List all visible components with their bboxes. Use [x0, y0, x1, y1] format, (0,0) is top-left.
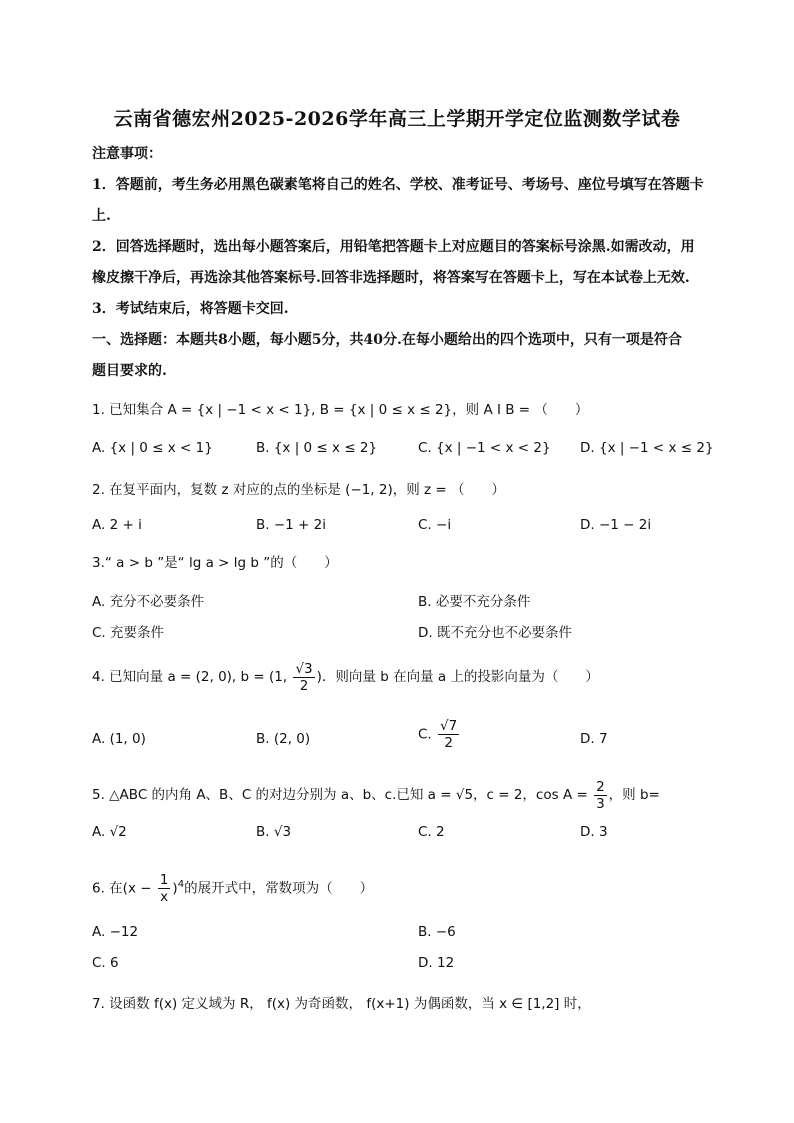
q5-fraction-denominator: 3 [596, 795, 605, 812]
q6-option-c: C. 6 [92, 955, 119, 971]
q4-option-c [418, 718, 461, 751]
q4-option-d: D. 7 [580, 731, 608, 747]
q5-stem-b: ，则 b= [608, 787, 660, 803]
q4-stem-a: 4. 已知向量 a = (2, 0), b = [92, 669, 269, 685]
q2-option-d: D. −1 − 2i [580, 517, 652, 533]
notice-item-1a: 1．答题前，考生务必用黑色碳素笔将自己的姓名、学校、准考证号、考场号、座位号填写在答题卡 [92, 177, 704, 193]
q3-stem: 3.“ a > b ”是“ lg a > lg b ”的（ ） [92, 555, 338, 571]
q6-option-b: B. −6 [418, 924, 456, 940]
q4-option-c-denominator: 2 [444, 735, 453, 751]
exam-title: 云南省德宏州2025-2026学年高三上学期开学定位监测数学试卷 [113, 108, 681, 130]
q5-stem [92, 778, 712, 812]
q6-exponent: 4 [177, 879, 185, 890]
q5-stem-a: 5. △ABC 的内角 A、B、C 的对边分别为 a、b、c.已知 a = √5，c = 2，cos A = [92, 787, 593, 803]
q3-option-a: A. 充分不必要条件 [92, 594, 205, 610]
q1-option-c: C. {x | −1 < x < 2} [418, 440, 551, 456]
q5-fraction-numerator: 2 [596, 778, 605, 795]
q4-stem-b: ．则向量 b 在向量 a 上的投影向量为（ ） [321, 669, 599, 685]
notice-item-3: 3．考试结束后，将答题卡交回. [92, 301, 289, 317]
q5-option-b: B. √3 [256, 824, 292, 840]
section-1-line-a: 一、选择题：本题共8小题，每小题5分，共40分.在每小题给出的四个选项中，只有一项是符合 [92, 332, 682, 348]
q4-fraction-numerator: √3 [295, 660, 313, 677]
q6-stem-b: 的展开式中，常数项为（ ） [184, 880, 374, 897]
q4-option-c-fraction [438, 718, 459, 751]
q6-option-a: A. −12 [92, 924, 139, 940]
q5-option-a: A. √2 [92, 824, 127, 840]
section-1-line-b: 题目要求的. [92, 363, 167, 379]
q6-expr-left: (x − [122, 880, 156, 897]
q5-fraction [594, 779, 607, 812]
q4-option-c-label: C. [418, 726, 432, 743]
q6-fraction-numerator: 1 [159, 872, 169, 888]
notice-heading: 注意事项： [92, 146, 162, 162]
q1-option-b: B. {x | 0 ≤ x ≤ 2} [256, 440, 378, 456]
q4-option-a: A. (1, 0) [92, 731, 146, 747]
q6-fraction-denominator: x [160, 889, 169, 905]
q6-stem [92, 866, 712, 908]
notice-item-2a: 2．回答选择题时，选出每小题答案后，用铅笔把答题卡上对应题目的答案标号涂黑.如需改动，用 [92, 239, 695, 255]
q4-option-c-numerator: √7 [440, 718, 458, 734]
notice-item-1b: 上. [92, 208, 111, 224]
q4-vector-b-left: (1, [268, 669, 292, 685]
q4-option-b: B. (2, 0) [256, 731, 311, 747]
q7-stem: 7. 设函数 f(x) 定义域为 R， f(x) 为奇函数， f(x+1) 为偶函数，当 x ∈ [1,2] 时， [92, 996, 591, 1012]
q1-option-a: A. {x | 0 ≤ x < 1} [92, 440, 213, 456]
q5-option-c: C. 2 [418, 824, 445, 840]
q3-option-c: C. 充要条件 [92, 625, 165, 641]
q4-stem [92, 660, 712, 694]
q1-option-d: D. {x | −1 < x ≤ 2} [580, 440, 714, 456]
q6-expr-right: ) [172, 880, 178, 897]
q4-fraction [293, 661, 314, 694]
q3-option-b: B. 必要不充分条件 [418, 594, 531, 610]
q4-vector-b-right: ) [316, 669, 322, 685]
q3-option-d: D. 既不充分也不必要条件 [418, 625, 572, 641]
q2-option-c: C. −i [418, 517, 452, 533]
q6-stem-a: 6. 在 [92, 880, 123, 897]
q2-option-a: A. 2 + i [92, 517, 142, 533]
q2-stem: 2. 在复平面内，复数 z 对应的点的坐标是 (−1, 2)，则 z = （ ） [92, 482, 506, 498]
q6-option-d: D. 12 [418, 955, 455, 971]
q1-stem: 1. 已知集合 A = {x | −1 < x < 1}, B = {x | 0 ≤ x ≤ 2}，则 A I B = （ ） [92, 402, 589, 418]
q5-option-d: D. 3 [580, 824, 608, 840]
q6-fraction [158, 872, 171, 905]
notice-item-2b: 橡皮擦干净后，再选涂其他答案标号.回答非选择题时，将答案写在答题卡上，写在本试卷上无效. [92, 270, 690, 286]
q4-fraction-denominator: 2 [299, 677, 309, 694]
q2-option-b: B. −1 + 2i [256, 517, 326, 533]
